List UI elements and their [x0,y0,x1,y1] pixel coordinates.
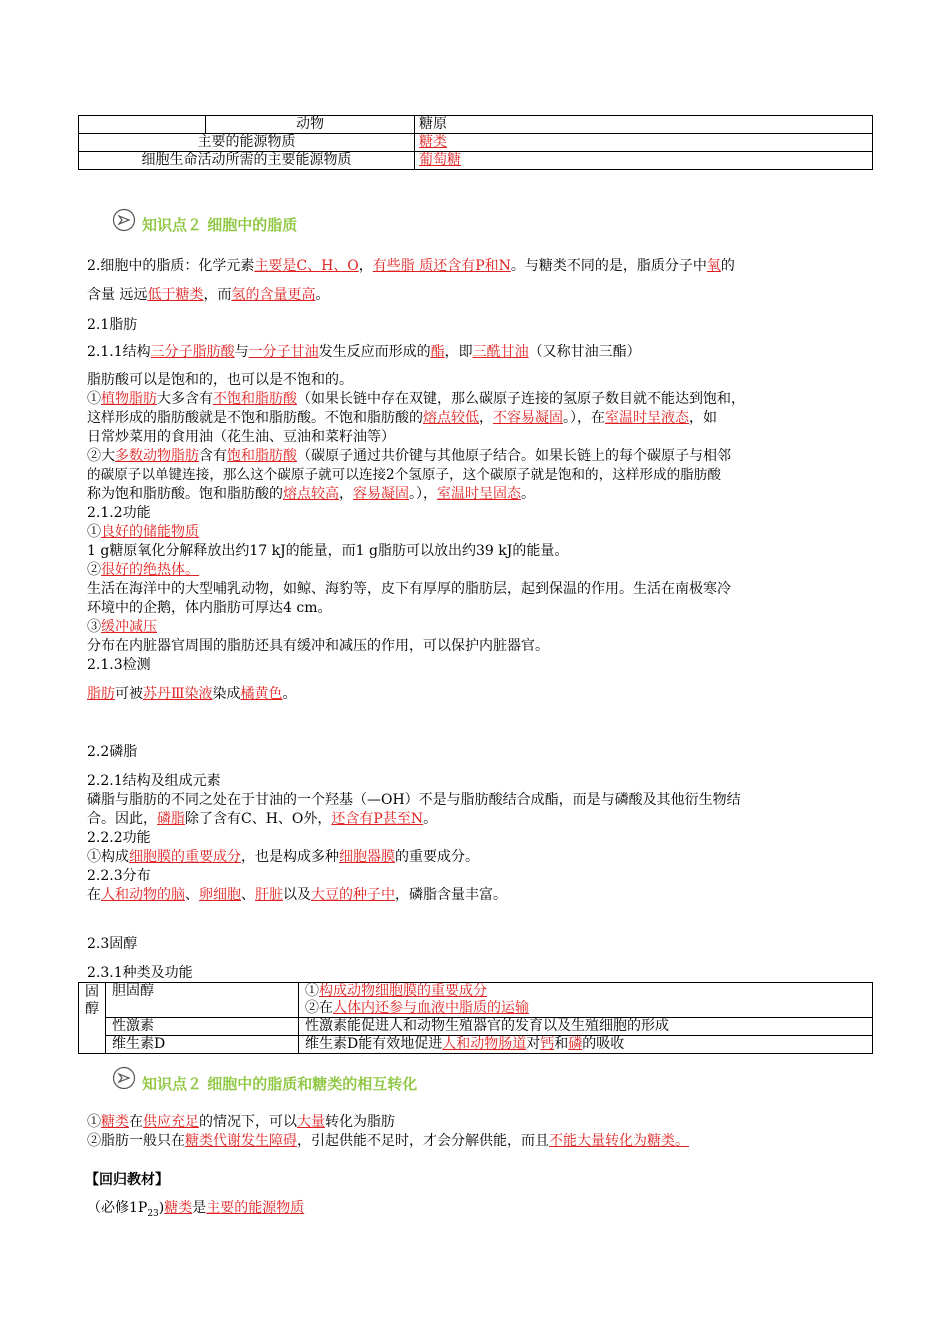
table-row [79,1018,873,1036]
subheading: 2.2.1结构及组成元素 [87,773,221,789]
subheading: 2.2磷脂 [87,744,138,760]
table-row [79,983,873,1018]
subheading: 2.3固醇 [87,936,138,952]
table-cell: 胆固醇 [106,983,299,1018]
table-cell: 性激素 [106,1018,299,1036]
paragraph: 称为饱和脂肪酸。饱和脂肪酸的熔点较高，容易凝固。），室温时呈固态。 [87,486,535,502]
subheading: 2.2.3分布 [87,868,151,884]
table-cell: 维生素D能有效地促进人和动物肠道对钙和磷的吸收 [299,1036,873,1054]
paragraph: ①植物脂肪大多含有不饱和脂肪酸（如果长链中存在双键，那么碳原子连接的氢原子数目就不能达到饱和， [87,391,745,407]
paragraph: 这样形成的脂肪酸就是不饱和脂肪酸。不饱和脂肪酸的熔点较低，不容易凝固。），在室温时呈液态，如 [87,410,717,426]
paragraph: 1 g糖原氧化分解释放出约17 kJ的能量，而1 g脂肪可以放出约39 kJ的能量。 [87,543,569,559]
paragraph: 2.细胞中的脂质：化学元素主要是C、H、O，有些脂 质还含有P和N。与糖类不同的是，脂质分子中氧的 [87,258,735,274]
table-cell: 葡萄糖 [415,152,873,170]
paragraph: 磷脂与脂肪的不同之处在于甘油的一个羟基（—OH）不是与脂肪酸结合成酯，而是与磷酸及其他衍生物结 [87,792,741,808]
sterol-table [78,982,873,1054]
section-heading: 知识点２ 细胞中的脂质和糖类的相互转化 [142,1075,418,1093]
subheading: 2.1.3检测 [87,657,151,673]
paragraph: ②很好的绝热体。 [87,562,199,578]
subheading: 2.1脂肪 [87,317,138,333]
paragraph: ①良好的储能物质 [87,524,199,540]
table-cell [79,116,206,134]
table-cell: 糖原 [415,116,873,134]
paragraph: 的碳原子以单键连接，那么这个碳原子就可以连接2个氢原子，这个碳原子就是饱和的，这样形成的脂肪酸 [87,467,721,483]
paragraph: 合。因此，磷脂除了含有C、H、O外，还含有P甚至N。 [87,811,438,827]
paragraph: ①构成细胞膜的重要成分，也是构成多种细胞器膜的重要成分。 [87,849,479,865]
paragraph: 在人和动物的脑、卵细胞、肝脏以及大豆的种子中，磷脂含量丰富。 [87,887,507,903]
subheading: 2.3.1种类及功能 [87,965,193,981]
paragraph: 分布在内脏器官周围的脂肪还具有缓冲和减压的作用，可以保护内脏器官。 [87,638,549,654]
paragraph: 日常炒菜用的食用油（花生油、豆油和菜籽油等） [87,429,395,445]
table-row [79,134,873,152]
table-cell: 维生素D [106,1036,299,1054]
subheading: 2.1.2功能 [87,505,151,521]
paragraph: 脂肪酸可以是饱和的，也可以是不饱和的。 [87,372,353,388]
table-row [79,152,873,170]
subheading: 2.2.2功能 [87,830,151,846]
table-cell: ①构成动物细胞膜的重要成分 ②在人体内还参与血液中脂质的运输 [299,983,873,1018]
table-cell: 糖类 [415,134,873,152]
table-cell: 细胞生命活动所需的主要能源物质 [79,152,415,170]
paragraph: ③缓冲减压 [87,619,157,635]
table-cell: 性激素能促进人和动物生殖器官的发育以及生殖细胞的形成 [299,1018,873,1036]
table-row [79,116,873,134]
paragraph: 2.1.1结构三分子脂肪酸与一分子甘油发生反应而形成的酯，即三酰甘油（又称甘油三酯） [87,344,641,360]
paragraph: ②大多数动物脂肪含有饱和脂肪酸（碳原子通过共价键与其他原子结合。如果长链上的每个碳原子与相邻 [87,448,731,464]
paragraph: （必修$1P_{23}$)糖类是主要的能源物质 [87,1200,305,1219]
paragraph: 脂肪可被苏丹Ⅲ染液染成橘黄色。 [87,686,297,702]
paragraph: ②脂肪一般只在糖类代谢发生障碍，引起供能不足时，才会分解供能，而且不能大量转化为糖类。 [87,1133,689,1149]
paragraph: 环境中的企鹅，体内脂肪可厚达4 cm。 [87,600,332,616]
table-cell: 固醇 [79,983,106,1054]
sugar-table [78,115,873,170]
review-heading: 【回归教材】 [85,1172,169,1188]
table-cell: 主要的能源物质 [79,134,415,152]
paragraph: 含量 远远低于糖类，而氢的含量更高。 [87,287,330,303]
paragraph: 生活在海洋中的大型哺乳动物，如鲸、海豹等，皮下有厚厚的脂肪层，起到保温的作用。生活在南极寒冷 [87,581,731,597]
arrow-circle-icon [112,208,136,232]
paragraph: ①糖类在供应充足的情况下，可以大量转化为脂肪 [87,1114,395,1130]
section-heading: 知识点２ 细胞中的脂质 [142,216,298,234]
table-cell: 动物 [206,116,415,134]
table-row [79,1036,873,1054]
arrow-circle-icon [112,1066,136,1090]
